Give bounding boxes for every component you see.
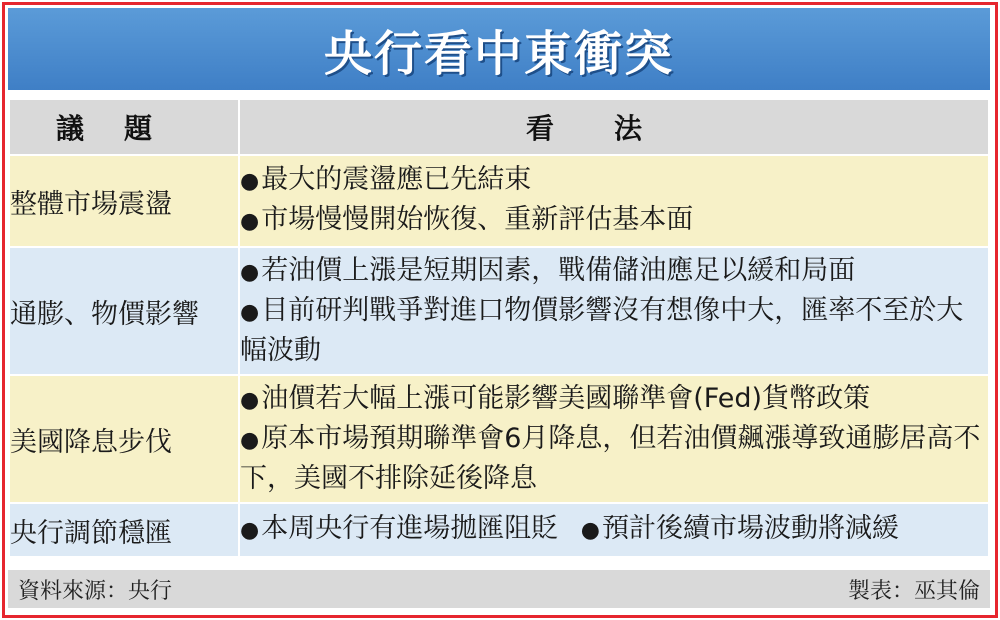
bullet-icon: ● xyxy=(240,518,260,543)
table-row xyxy=(9,247,989,375)
page-title: 央行看中東衝突 xyxy=(323,25,674,82)
source-note: 資料來源：央行 xyxy=(18,578,173,604)
column-header-issue: 議題 xyxy=(9,99,239,155)
view-cell xyxy=(239,247,989,375)
header-row xyxy=(9,99,989,155)
view-point: ●最大的震盪應已先結束 xyxy=(240,164,532,195)
bullet-icon: ● xyxy=(240,300,260,325)
table-row xyxy=(9,155,989,247)
views-table xyxy=(8,98,990,558)
title-bar xyxy=(8,8,990,90)
view-point: ●市場慢慢開始恢復、重新評估基本面 xyxy=(240,204,694,235)
bullet-icon: ● xyxy=(240,388,260,413)
issue-cell: 美國降息步伐 xyxy=(9,375,239,503)
view-point: ●若油價上漲是短期因素，戰備儲油應足以緩和局面 xyxy=(240,255,856,286)
table-row xyxy=(9,375,989,503)
view-point: ●目前研判戰爭對進口物價影響沒有想像中大，匯率不至於大幅波動 xyxy=(240,295,964,366)
view-cell xyxy=(239,375,989,503)
bullet-icon: ● xyxy=(240,209,260,234)
view-point: ●油價若大幅上漲可能影響美國聯準會(Fed)貨幣政策 xyxy=(240,383,871,414)
footer xyxy=(8,570,990,608)
issue-cell: 央行調節穩匯 xyxy=(9,503,239,557)
bullet-icon: ● xyxy=(240,169,260,194)
view-point: ●原本市場預期聯準會6月降息，但若油價飆漲導致通膨居高不下，美國不排除延後降息 xyxy=(240,423,981,494)
view-point: ●預計後續市場波動將減緩 xyxy=(580,513,899,544)
column-header-view: 看法 xyxy=(239,99,989,155)
bullet-icon: ● xyxy=(580,518,600,543)
issue-cell: 整體市場震盪 xyxy=(9,155,239,247)
view-point: ●本周央行有進場拋匯阻貶 xyxy=(240,513,559,544)
maker-note: 製表：巫其倫 xyxy=(847,578,980,604)
issue-cell: 通膨、物價影響 xyxy=(9,247,239,375)
bullet-icon: ● xyxy=(240,260,260,285)
view-cell xyxy=(239,155,989,247)
bullet-icon: ● xyxy=(240,428,260,453)
view-cell xyxy=(239,503,989,557)
table-row xyxy=(9,503,989,557)
